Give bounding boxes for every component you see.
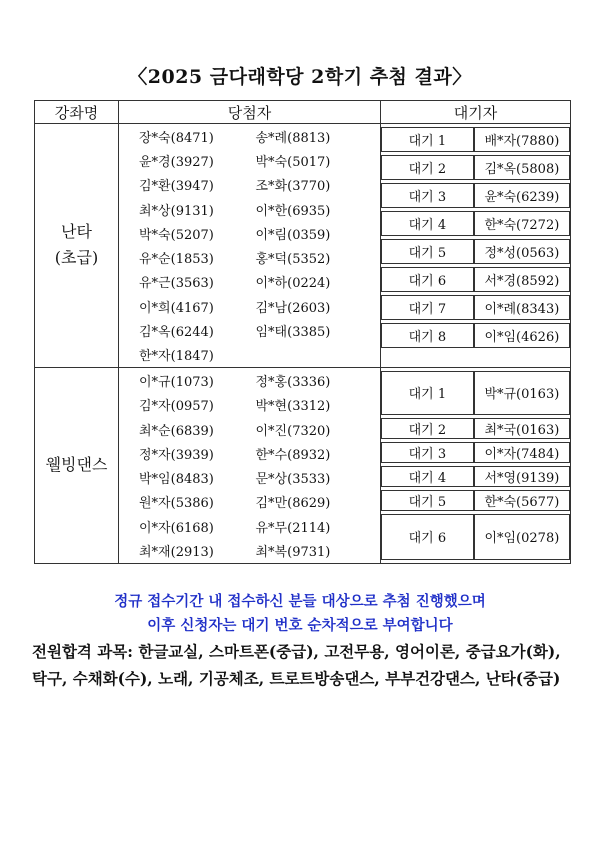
waitlist-row bbox=[381, 295, 570, 320]
winner-entry: 한*자(1847) bbox=[139, 349, 214, 365]
waitlist-label: 대기 1 bbox=[381, 127, 474, 152]
waitlist-name: 한*숙(7272) bbox=[474, 211, 570, 236]
course-name bbox=[35, 367, 119, 563]
winner-row bbox=[119, 368, 380, 392]
waitlist-label: 대기 4 bbox=[381, 466, 474, 487]
winner-entry: 이*규(1073) bbox=[139, 374, 214, 390]
waitlist-label: 대기 2 bbox=[381, 155, 474, 180]
winner-entry: 한*수(8932) bbox=[255, 447, 331, 463]
winner-entry: 유*순(1853) bbox=[139, 252, 214, 268]
winner-row bbox=[119, 197, 380, 221]
waitlist-row bbox=[381, 418, 570, 439]
winner-row bbox=[119, 343, 380, 367]
winner-row bbox=[119, 221, 380, 245]
waitlist-name: 서*영(9139) bbox=[474, 466, 570, 487]
waitlist-row bbox=[381, 514, 570, 560]
winner-entry: 이*자(6168) bbox=[139, 520, 214, 536]
header-course: 강좌명 bbox=[35, 101, 119, 124]
winner-entry: 최*순(6839) bbox=[139, 423, 214, 439]
winner-entry: 최*복(9731) bbox=[255, 545, 331, 560]
winner-entry: 김*만(8629) bbox=[255, 496, 331, 512]
winner-row bbox=[119, 514, 380, 538]
waitlist-name: 김*옥(5808) bbox=[474, 155, 570, 180]
waitlist-row bbox=[381, 490, 570, 511]
waitlist-row bbox=[381, 183, 570, 208]
waitlist-row bbox=[381, 211, 570, 236]
winner-entry: 이*한(6935) bbox=[255, 203, 331, 219]
waitlist-row bbox=[381, 371, 570, 415]
waitlist-row bbox=[381, 127, 570, 152]
winner-row bbox=[119, 124, 380, 148]
waitlist-row bbox=[381, 267, 570, 292]
waitlist-label: 대기 4 bbox=[381, 211, 474, 236]
waitlist-label: 대기 3 bbox=[381, 183, 474, 208]
waitlist-label: 대기 3 bbox=[381, 442, 474, 463]
winner-entry: 정*자(3939) bbox=[139, 447, 214, 463]
winner-row bbox=[119, 173, 380, 197]
waitlist-cell bbox=[381, 124, 571, 368]
course-name-line1: 난타 bbox=[61, 222, 92, 242]
winner-row bbox=[119, 538, 380, 562]
winner-row bbox=[119, 294, 380, 318]
winner-entry: 임*태(3385) bbox=[255, 325, 331, 341]
winner-entry: 최*재(2913) bbox=[139, 545, 214, 560]
course-name-line2: (초급) bbox=[54, 248, 99, 268]
winner-row bbox=[119, 270, 380, 294]
waitlist-name: 서*경(8592) bbox=[474, 267, 570, 292]
course-name bbox=[35, 124, 119, 368]
results-table bbox=[34, 100, 571, 564]
waitlist-name: 이*례(8343) bbox=[474, 295, 570, 320]
winner-row bbox=[119, 318, 380, 342]
waitlist-label: 대기 7 bbox=[381, 295, 474, 320]
waitlist-label: 대기 2 bbox=[381, 418, 474, 439]
waitlist-name: 이*임(4626) bbox=[474, 323, 570, 348]
waitlist-row bbox=[381, 442, 570, 463]
winner-entry: 김*옥(6244) bbox=[139, 325, 214, 341]
winner-entry: 김*환(3947) bbox=[139, 179, 214, 195]
waitlist-cell bbox=[381, 367, 571, 563]
winner-row bbox=[119, 148, 380, 172]
winners-cell bbox=[119, 367, 381, 563]
winner-entry: 박*숙(5207) bbox=[139, 227, 214, 243]
winner-entry: 장*숙(8471) bbox=[139, 130, 214, 146]
winner-entry: 박*임(8483) bbox=[139, 472, 214, 488]
winner-entry: 김*남(2603) bbox=[255, 300, 331, 316]
winner-entry: 이*하(0224) bbox=[255, 276, 331, 292]
waitlist-label: 대기 5 bbox=[381, 490, 474, 511]
waitlist-name: 정*성(0563) bbox=[474, 239, 570, 264]
winner-entry: 최*상(9131) bbox=[139, 203, 214, 219]
winner-row bbox=[119, 465, 380, 489]
waitlist-table bbox=[381, 124, 570, 351]
waitlist-name: 이*자(7484) bbox=[474, 442, 570, 463]
winner-row bbox=[119, 393, 380, 417]
header-waitlist: 대기자 bbox=[381, 101, 571, 124]
course-row-nanta bbox=[35, 124, 571, 368]
notice-line: 이후 신청자는 대기 번호 순차적으로 부여합니다 bbox=[147, 617, 453, 634]
winner-entry: 홍*덕(5352) bbox=[255, 252, 331, 268]
course-row-wellbeing-dance bbox=[35, 367, 571, 563]
winner-entry: 조*화(3770) bbox=[255, 179, 331, 195]
waitlist-label: 대기 5 bbox=[381, 239, 474, 264]
notice-line: 정규 접수기간 내 접수하신 분들 대상으로 추첨 진행했으며 bbox=[114, 593, 486, 610]
waitlist-label: 대기 6 bbox=[381, 514, 474, 560]
winners-cell bbox=[119, 124, 381, 368]
waitlist-name: 윤*숙(6239) bbox=[474, 183, 570, 208]
waitlist-table bbox=[381, 368, 570, 563]
winner-entry: 이*림(0359) bbox=[255, 227, 331, 243]
winner-entry: 원*자(5386) bbox=[139, 496, 214, 512]
course-name-line1: 웰빙댄스 bbox=[45, 455, 108, 475]
notice-text bbox=[0, 590, 600, 638]
winner-entry: 김*자(0957) bbox=[139, 399, 214, 415]
winner-entry: 문*상(3533) bbox=[255, 472, 331, 488]
winner-entry: 유*근(3563) bbox=[139, 276, 214, 292]
waitlist-name: 박*규(0163) bbox=[474, 371, 570, 415]
winner-entry: 이*희(4167) bbox=[139, 300, 214, 316]
winner-entry: 윤*경(3927) bbox=[139, 154, 214, 170]
waitlist-name: 최*국(0163) bbox=[474, 418, 570, 439]
waitlist-row bbox=[381, 323, 570, 348]
waitlist-name: 배*자(7880) bbox=[474, 127, 570, 152]
winner-row bbox=[119, 490, 380, 514]
waitlist-row bbox=[381, 155, 570, 180]
header-row bbox=[35, 101, 571, 124]
page-title: 〈2025 금다래학당 2학기 추첨 결과〉 bbox=[128, 66, 472, 88]
waitlist-label: 대기 6 bbox=[381, 267, 474, 292]
winner-entry: 정*홍(3336) bbox=[255, 374, 331, 390]
winner-row bbox=[119, 417, 380, 441]
all-accepted-line: 탁구, 수채화(수), 노래, 기공체조, 트로트방송댄스, 부부건강댄스, 난타(중급) bbox=[32, 669, 561, 688]
header-winners: 당첨자 bbox=[119, 101, 381, 124]
winner-entry: 유*무(2114) bbox=[255, 520, 331, 536]
waitlist-name: 이*임(0278) bbox=[474, 514, 570, 560]
waitlist-label: 대기 8 bbox=[381, 323, 474, 348]
winner-row bbox=[119, 441, 380, 465]
winner-row bbox=[119, 245, 380, 269]
winner-entry: 박*숙(5017) bbox=[255, 154, 331, 170]
waitlist-name: 한*숙(5677) bbox=[474, 490, 570, 511]
all-accepted-line: 전원합격 과목: 한글교실, 스마트폰(중급), 고전무용, 영어이론, 중급요가(화), bbox=[32, 642, 561, 661]
waitlist-row bbox=[381, 239, 570, 264]
waitlist-label: 대기 1 bbox=[381, 371, 474, 415]
all-accepted-courses bbox=[32, 638, 577, 692]
winner-entry: 이*진(7320) bbox=[255, 423, 331, 439]
winner-entry: 박*현(3312) bbox=[255, 399, 331, 415]
waitlist-row bbox=[381, 466, 570, 487]
winner-entry: 송*례(8813) bbox=[255, 130, 331, 146]
